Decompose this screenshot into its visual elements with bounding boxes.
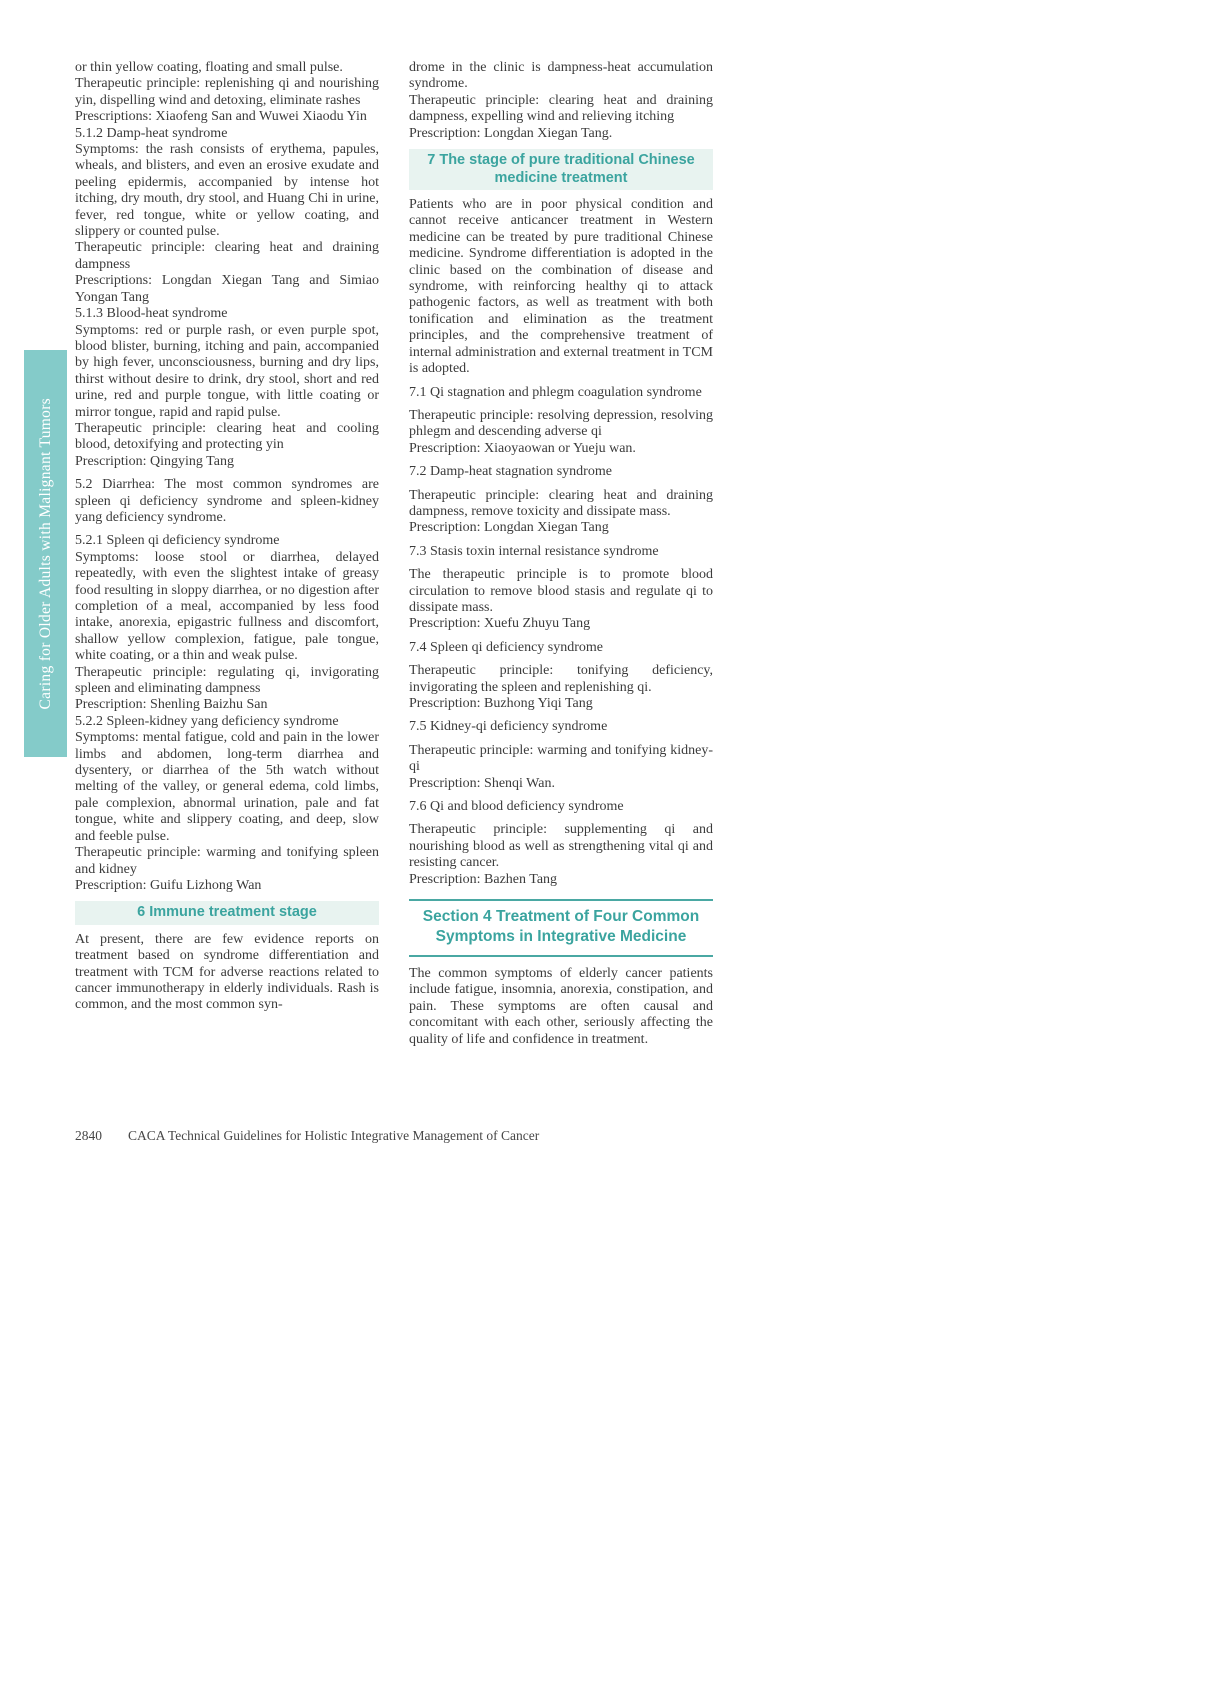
footer-journal-title: CACA Technical Guidelines for Holistic Integrative Management of Cancer: [128, 1128, 540, 1143]
subsection-heading-7-3: 7.3 Stasis toxin internal resistance syndrome: [409, 543, 659, 559]
body-paragraph: Therapeutic principle: tonifying deficiency, invigorating the spleen and replenishing qi.: [409, 663, 713, 695]
subsection-heading-7-6: 7.6 Qi and blood deficiency syndrome: [409, 799, 624, 815]
subsection-heading-5-1-2: 5.1.2 Damp-heat syndrome: [75, 125, 228, 141]
sidebar-vertical-label: Caring for Older Adults with Malignant Tumors: [36, 397, 54, 710]
body-paragraph: Prescription: Xiaoyaowan or Yueju wan.: [409, 440, 636, 456]
body-paragraph: Prescription: Bazhen Tang: [409, 871, 558, 887]
body-paragraph: At present, there are few evidence reports on treatment based on syndrome differentiation and treatment with TCM for adverse reactions related to cancer immunotherapy in elderly individuals. Rash is common, and the most common syn-: [75, 931, 379, 1013]
body-paragraph: Symptoms: the rash consists of erythema, papules, wheals, and blisters, and even an erosive exudate and peeling epidermis, accompanied by intense hot itching, dry mouth, dry stool, and Huang Chi in urine, fever, red tongue, white or yellow coating, and slippery or counted pulse.: [75, 142, 379, 240]
body-paragraph: Prescription: Shenling Baizhu San: [75, 697, 268, 713]
sidebar-strip: [24, 350, 67, 757]
section-heading-pure-tcm: 7 The stage of pure traditional Chinese medicine treatment: [409, 149, 713, 190]
body-paragraph: Prescription: Qingying Tang: [75, 453, 234, 469]
body-paragraph: Prescription: Longdan Xiegan Tang.: [409, 125, 613, 141]
body-paragraph: Prescription: Shenqi Wan.: [409, 775, 555, 791]
right-column: [409, 60, 713, 1048]
subsection-heading-7-5: 7.5 Kidney-qi deficiency syndrome: [409, 719, 608, 735]
subsection-heading-7-1: 7.1 Qi stagnation and phlegm coagulation syndrome: [409, 384, 702, 400]
body-paragraph: Therapeutic principle: clearing heat and draining dampness: [75, 240, 379, 272]
body-paragraph: Prescription: Guifu Lizhong Wan: [75, 877, 262, 893]
body-paragraph: Prescription: Xuefu Zhuyu Tang: [409, 616, 591, 632]
body-paragraph: Therapeutic principle: regulating qi, invigorating spleen and eliminating dampness: [75, 664, 379, 697]
subsection-heading-5-2-2: 5.2.2 Spleen-kidney yang deficiency syndrome: [75, 713, 339, 729]
body-paragraph: Symptoms: red or purple rash, or even purple spot, blood blister, burning, itching and pain, accompanied by high fever, unconsciousness, burning and dry lips, thirst without desire to drink, dry stool, short and red urine, red and purple tongue, with little coating or mirror tongue, rapid and rapid pulse.: [75, 322, 379, 420]
body-paragraph: Prescriptions: Longdan Xiegan Tang and Simiao Yongan Tang: [75, 273, 379, 305]
body-paragraph: Therapeutic principle: warming and tonifying spleen and kidney: [75, 845, 379, 877]
section-heading-immune-treatment: 6 Immune treatment stage: [75, 901, 379, 925]
body-paragraph: Symptoms: mental fatigue, cold and pain in the lower limbs and abdomen, long-term diarrhea and dysentery, or diarrhea of the 5th watch without melting of the valley, or general edema, cold limbs, pale complexion, abnormal urination, pale and fat tongue, white and slippery coating, and deep, slow and feeble pulse.: [75, 730, 379, 844]
subsection-heading-5-1-3: 5.1.3 Blood-heat syndrome: [75, 306, 228, 322]
body-paragraph: or thin yellow coating, floating and small pulse.: [75, 60, 343, 75]
subsection-heading-5-2: 5.2 Diarrhea: The most common syndromes are spleen qi deficiency syndrome and spleen-kidney yang deficiency syndrome.: [75, 477, 379, 525]
body-paragraph: Symptoms: loose stool or diarrhea, delayed repeatedly, with even the slightest intake of greasy food resulting in sloppy diarrhea, or no digestion after completion of a meal, accompanied by less food intake, anorexia, epigastric fullness and discomfort, shallow yellow complexion, fatigue, pale tongue, white coating, or a thin and weak pulse.: [75, 549, 379, 664]
body-paragraph: Therapeutic principle: clearing heat and cooling blood, detoxifying and protecting yin: [75, 420, 379, 453]
subsection-heading-7-2: 7.2 Damp-heat stagnation syndrome: [409, 464, 612, 480]
body-paragraph: drome in the clinic is dampness-heat accumulation syndrome.: [409, 60, 713, 92]
subsection-heading-5-2-1: 5.2.1 Spleen qi deficiency syndrome: [75, 533, 280, 549]
body-paragraph: Prescription: Longdan Xiegan Tang: [409, 520, 609, 536]
body-paragraph: The therapeutic principle is to promote blood circulation to remove blood stasis and regulate qi to dissipate mass.: [409, 567, 713, 615]
body-paragraph: Prescriptions: Xiaofeng San and Wuwei Xiaodu Yin: [75, 109, 367, 125]
left-column: [75, 60, 379, 1014]
body-paragraph: Therapeutic principle: replenishing qi and nourishing yin, dispelling wind and detoxing, eliminate rashes: [75, 76, 379, 108]
body-paragraph: The common symptoms of elderly cancer patients include fatigue, insomnia, anorexia, constipation, and pain. These symptoms are often causal and concomitant with each other, seriously affecting the quality of life and confidence in treatment.: [409, 966, 713, 1047]
body-paragraph: Prescription: Buzhong Yiqi Tang: [409, 696, 593, 711]
body-paragraph: Patients who are in poor physical condition and cannot receive anticancer treatment in Western medicine can be treated by pure traditional Chinese medicine. Syndrome differentiation is adopted in the clinic based on the combination of disease and syndrome, with reinforcing healthy qi to attack pathogenic factors, as well as treatment with both tonification and elimination as the treatment principles, and the comprehensive treatment of internal administration and external treatment in TCM is adopted.: [409, 197, 713, 377]
page-footer: [75, 1128, 735, 1144]
section4-header: Section 4 Treatment of Four Common Symptoms in Integrative Medicine: [409, 899, 713, 957]
body-paragraph: Therapeutic principle: resolving depression, resolving phlegm and descending adverse qi: [409, 407, 713, 440]
body-paragraph: Therapeutic principle: supplementing qi and nourishing blood as well as strengthening vital qi and resisting cancer.: [409, 822, 713, 871]
body-paragraph: Therapeutic principle: warming and tonifying kidney-qi: [409, 742, 713, 775]
subsection-heading-7-4: 7.4 Spleen qi deficiency syndrome: [409, 639, 604, 655]
body-paragraph: Therapeutic principle: clearing heat and draining dampness, remove toxicity and dissipate mass.: [409, 487, 713, 519]
footer-page-number: 2840: [75, 1128, 102, 1143]
body-paragraph: Therapeutic principle: clearing heat and draining dampness, expelling wind and relieving itching: [409, 92, 713, 125]
